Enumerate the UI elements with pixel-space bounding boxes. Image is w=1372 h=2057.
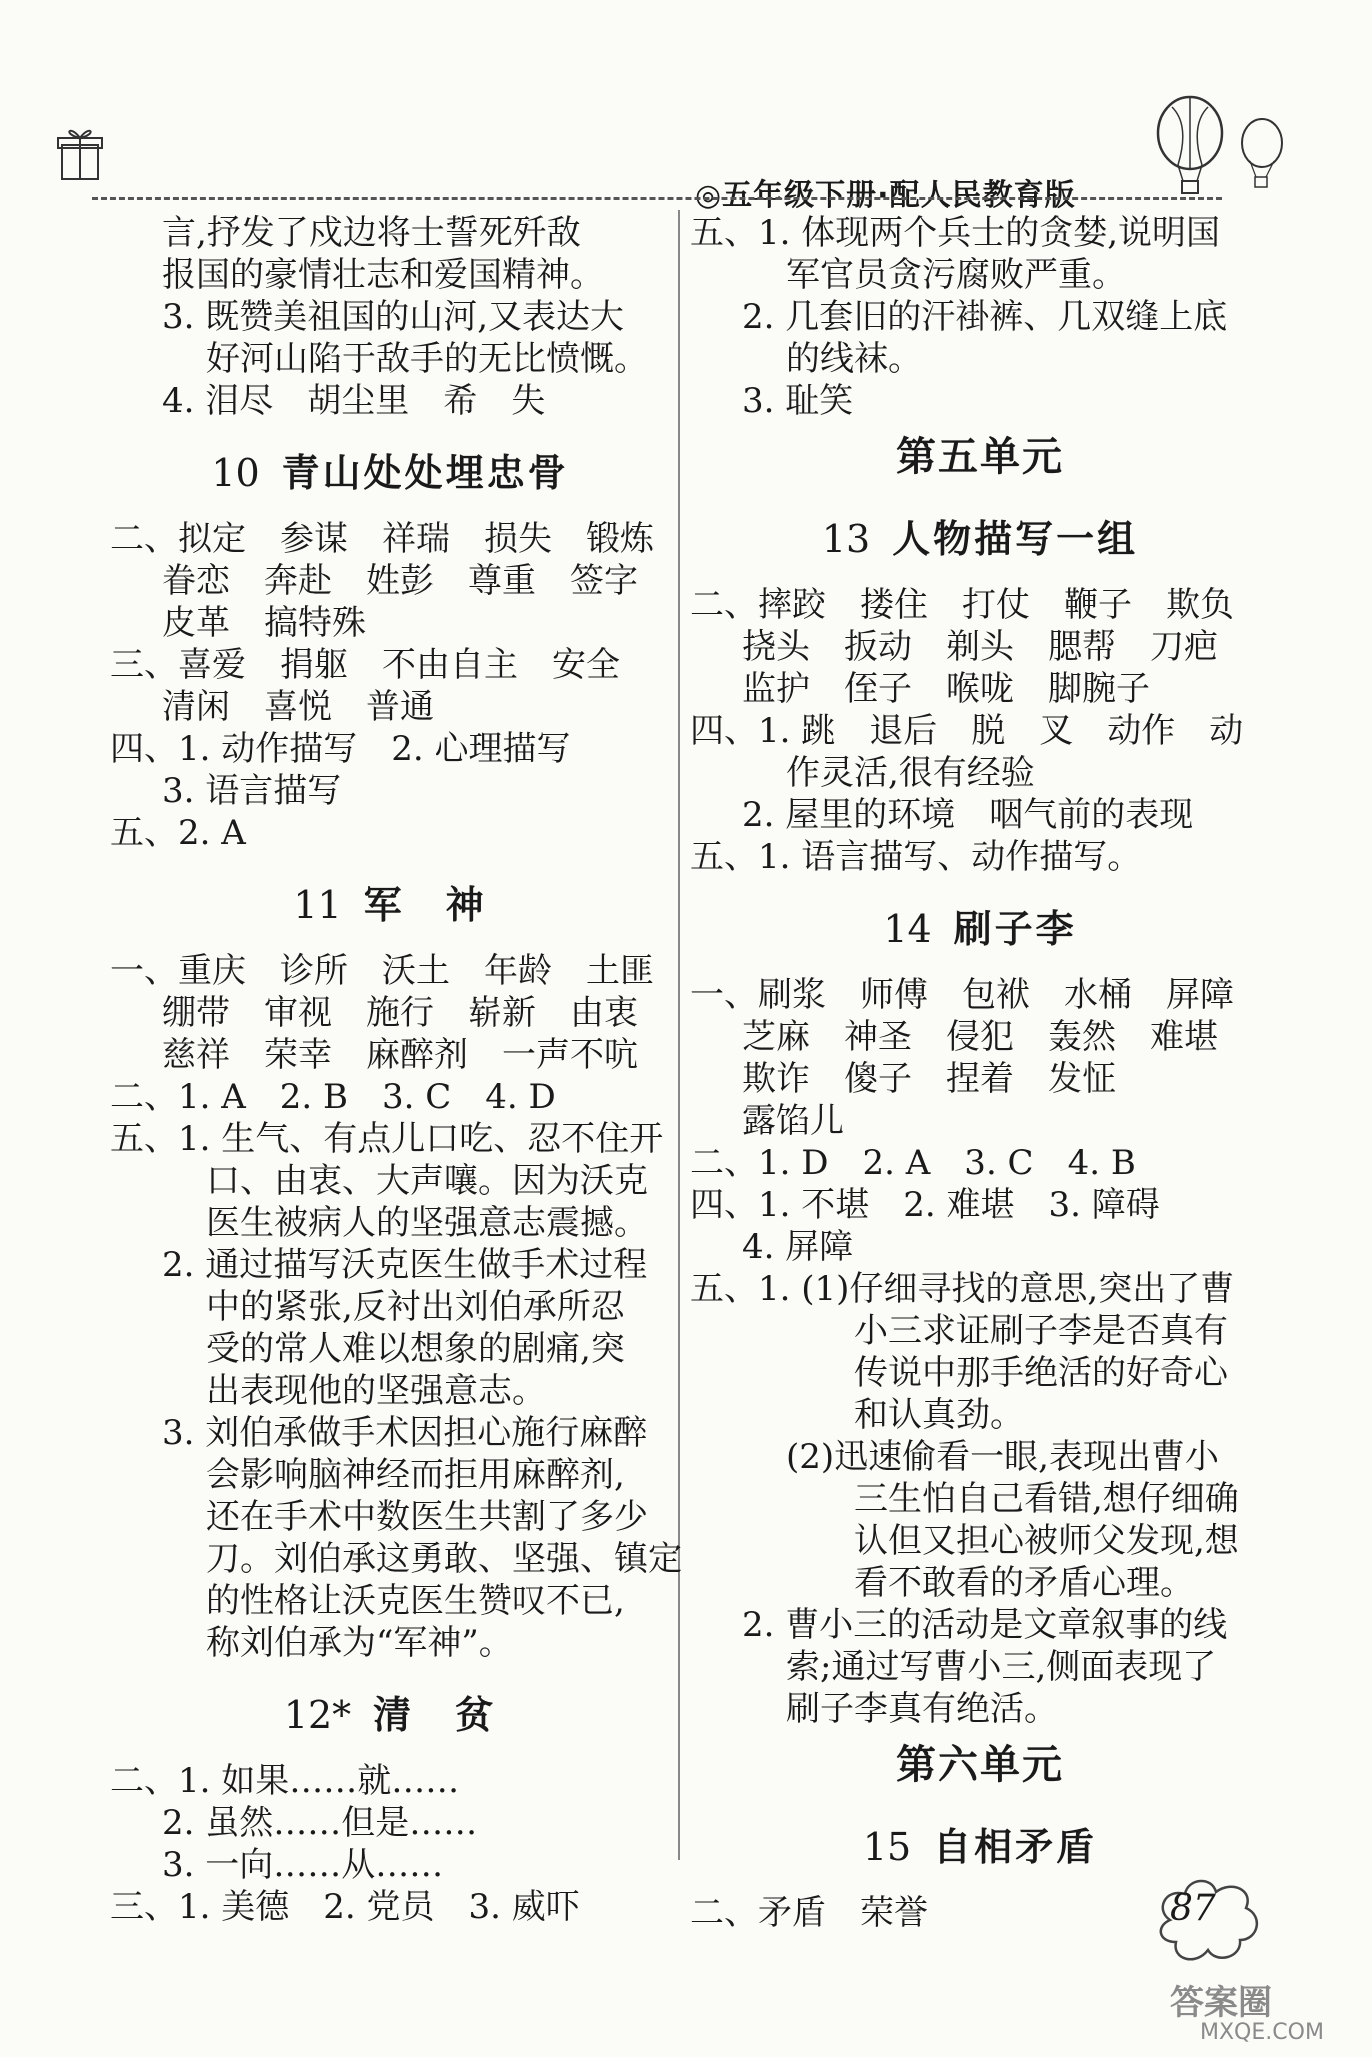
answer-line: (2)迅速偷看一眼,表现出曹小 <box>786 1437 1219 1477</box>
answer-line: 二、1. 如果……就…… <box>110 1761 460 1801</box>
gift-box-icon <box>52 120 112 190</box>
answer-line: 报国的豪情壮志和爱国精神。 <box>162 255 604 295</box>
answer-line: 言,抒发了戍边将士誓死歼敌 <box>162 213 581 253</box>
answer-line: 还在手术中数医生共割了多少 <box>206 1497 648 1537</box>
answer-line: 看不敢看的矛盾心理。 <box>786 1563 1194 1603</box>
answer-line: 五、1. (1)仔细寻找的意思,突出了曹 <box>690 1269 1235 1309</box>
answer-line: 慈祥 荣幸 麻醉剂 一声不吭 <box>162 1035 638 1075</box>
answer-line: 2. 屋里的环境 咽气前的表现 <box>742 795 1194 835</box>
lesson-name: 军 神 <box>363 883 487 927</box>
header-divider <box>92 197 1222 200</box>
page-header-title: ◎五年级下册·配人民教育版 <box>695 178 1076 213</box>
answer-line: 皮革 搞特殊 <box>162 603 366 643</box>
answer-line: 眷恋 奔赴 姓彭 尊重 签字 <box>162 561 638 601</box>
watermark-url: MXQE.COM <box>1200 2020 1324 2045</box>
answer-line: 和认真劲。 <box>786 1395 1024 1435</box>
answer-line: 受的常人难以想象的剧痛,突 <box>206 1329 625 1369</box>
lesson-title <box>110 1686 670 1744</box>
answer-line: 的性格让沃克医生赞叹不已, <box>206 1581 625 1621</box>
answer-line: 3. 刘伯承做手术因担心施行麻醉 <box>162 1413 648 1453</box>
answer-line: 3. 语言描写 <box>162 771 342 811</box>
right-column <box>690 212 1270 1934</box>
unit-heading: 第六单元 <box>896 1742 1064 1788</box>
answer-line: 3. 耻笑 <box>742 381 854 421</box>
page-header <box>0 0 1372 215</box>
lesson-title <box>110 876 670 934</box>
answer-line: 4. 泪尽 胡尘里 希 失 <box>162 381 546 421</box>
answer-line: 的线袜。 <box>786 339 922 379</box>
lesson-name: 自相矛盾 <box>933 1825 1098 1869</box>
answer-line: 4. 屏障 <box>742 1227 854 1267</box>
column-divider <box>678 210 680 1860</box>
lesson-name: 刷子李 <box>953 907 1077 951</box>
answer-line: 口、由衷、大声嚷。因为沃克 <box>206 1161 648 1201</box>
lesson-number: 11 <box>293 883 342 927</box>
answer-line: 2. 几套旧的汗褂裤、几双缝上底 <box>742 297 1228 337</box>
answer-line: 三、1. 美德 2. 党员 3. 威吓 <box>110 1887 580 1927</box>
answer-line: 三、喜爱 捐躯 不由自主 安全 <box>110 645 620 685</box>
lesson-number: 12* <box>283 1693 352 1737</box>
answer-line: 索;通过写曹小三,侧面表现了 <box>786 1647 1217 1687</box>
answer-line: 2. 通过描写沃克医生做手术过程 <box>162 1245 648 1285</box>
watermark-logo: 答案圈 <box>1170 1983 1272 2023</box>
lesson-title <box>690 510 1270 568</box>
page-number: 87 <box>1170 1888 1216 1929</box>
answer-line: 二、拟定 参谋 祥瑞 损失 锻炼 <box>110 519 654 559</box>
answer-line: 监护 侄子 喉咙 脚腕子 <box>742 669 1150 709</box>
answer-line: 刀。刘伯承这勇敢、坚强、镇定 <box>206 1539 682 1579</box>
answer-line: 二、1. D 2. A 3. C 4. B <box>690 1143 1136 1183</box>
answer-line: 四、1. 跳 退后 脱 叉 动作 动 <box>690 711 1244 751</box>
lesson-title <box>110 444 670 502</box>
answer-line: 二、1. A 2. B 3. C 4. D <box>110 1077 556 1117</box>
answer-line: 作灵活,很有经验 <box>786 753 1035 793</box>
answer-line: 三生怕自己看错,想仔细确 <box>786 1479 1239 1519</box>
left-column <box>110 212 682 1928</box>
answer-line: 一、重庆 诊所 沃土 年龄 土匪 <box>110 951 654 991</box>
answer-line: 出表现他的坚强意志。 <box>206 1371 546 1411</box>
hot-air-balloon-icon <box>1150 95 1300 205</box>
answer-line: 挠头 扳动 剃头 腮帮 刀疤 <box>742 627 1218 667</box>
answer-line: 医生被病人的坚强意志震撼。 <box>206 1203 648 1243</box>
lesson-name: 青山处处埋忠骨 <box>281 451 569 495</box>
answer-line: 传说中那手绝活的好奇心 <box>786 1353 1228 1393</box>
answer-line: 刷子李真有绝活。 <box>786 1689 1058 1729</box>
lesson-title <box>690 1818 1270 1876</box>
answer-line: 称刘伯承为“军神”。 <box>206 1623 513 1663</box>
lesson-title <box>690 900 1270 958</box>
answer-line: 露馅儿 <box>742 1101 844 1141</box>
answer-line: 中的紧张,反衬出刘伯承所忍 <box>206 1287 625 1327</box>
answer-line: 五、2. A <box>110 813 246 853</box>
lesson-number: 14 <box>883 907 932 951</box>
answer-line: 绷带 审视 施行 崭新 由衷 <box>162 993 638 1033</box>
lesson-number: 13 <box>821 517 871 561</box>
answer-line: 四、1. 动作描写 2. 心理描写 <box>110 729 571 769</box>
answer-line: 认但又担心被师父发现,想 <box>786 1521 1239 1561</box>
answer-line: 小三求证刷子李是否真有 <box>786 1311 1228 1351</box>
answer-line: 好河山陷于敌手的无比愤慨。 <box>206 339 648 379</box>
answer-line: 2. 曹小三的活动是文章叙事的线 <box>742 1605 1228 1645</box>
lesson-number: 15 <box>862 1825 912 1869</box>
answer-line: 3. 既赞美祖国的山河,又表达大 <box>162 297 625 337</box>
answer-line: 清闲 喜悦 普通 <box>162 687 434 727</box>
answer-line: 3. 一向……从…… <box>162 1845 444 1885</box>
answer-line: 会影响脑神经而拒用麻醉剂, <box>206 1455 625 1495</box>
answer-line: 五、1. 语言描写、动作描写。 <box>690 837 1142 877</box>
answer-line: 2. 虽然……但是…… <box>162 1803 478 1843</box>
answer-line: 芝麻 神圣 侵犯 轰然 难堪 <box>742 1017 1218 1057</box>
answer-line: 五、1. 体现两个兵士的贪婪,说明国 <box>690 213 1221 253</box>
answer-line: 二、摔跤 搂住 打仗 鞭子 欺负 <box>690 585 1234 625</box>
answer-line: 四、1. 不堪 2. 难堪 3. 障碍 <box>690 1185 1160 1225</box>
answer-line: 二、矛盾 荣誉 <box>690 1893 928 1933</box>
answer-line: 军官员贪污腐败严重。 <box>786 255 1126 295</box>
lesson-number: 10 <box>211 451 260 495</box>
unit-heading: 第五单元 <box>896 434 1064 480</box>
answer-line: 一、刷浆 师傅 包袱 水桶 屏障 <box>690 975 1234 1015</box>
answer-line: 欺诈 傻子 捏着 发怔 <box>742 1059 1116 1099</box>
lesson-name: 人物描写一组 <box>892 517 1139 561</box>
lesson-name: 清 贫 <box>373 1693 497 1737</box>
answer-line: 五、1. 生气、有点儿口吃、忍不住开 <box>110 1119 664 1159</box>
